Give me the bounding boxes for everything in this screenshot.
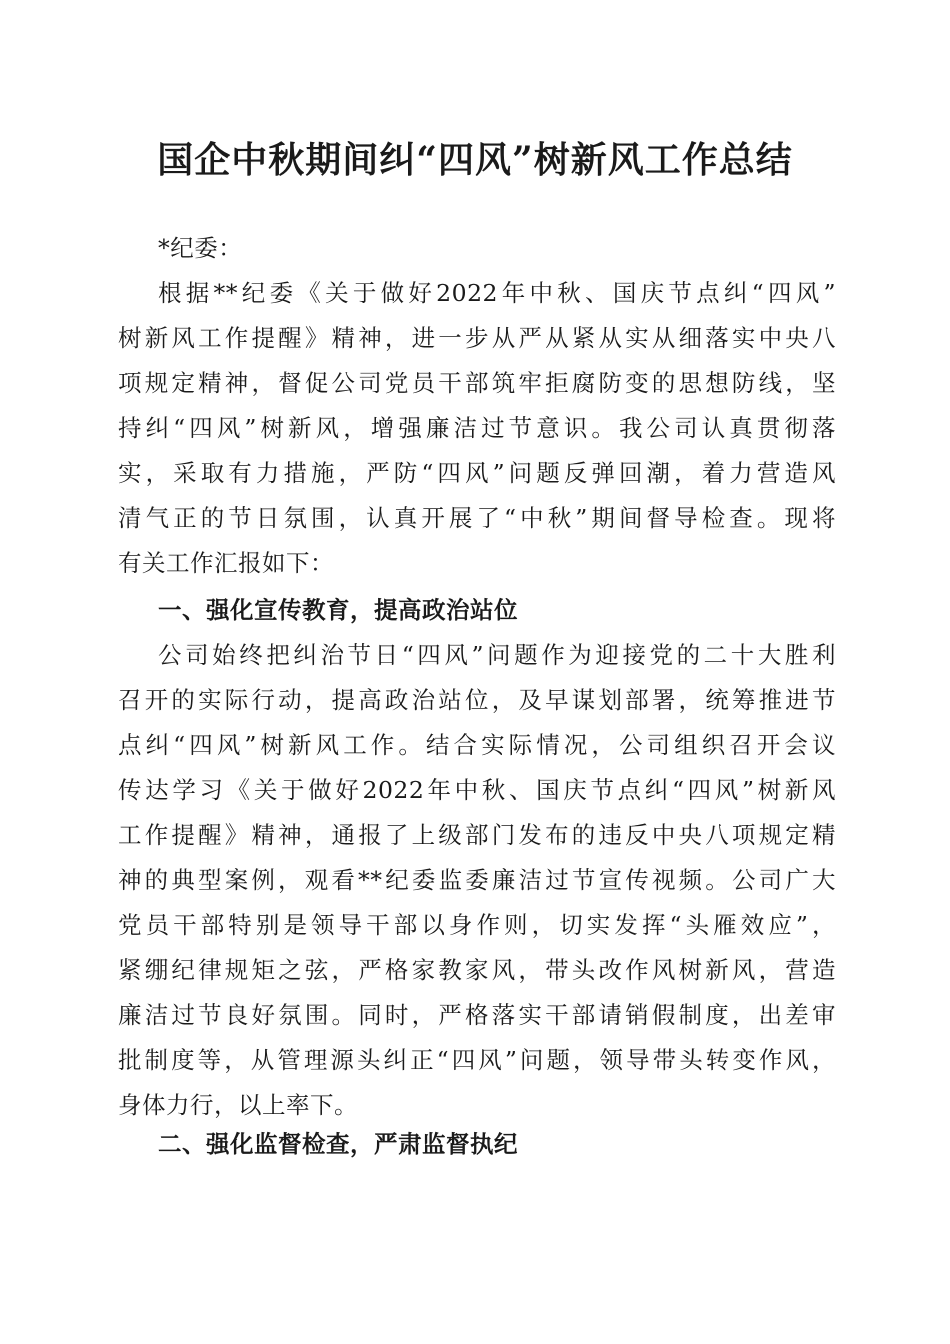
paragraph-line: 召开的实际行动，提高政治站位，及早谋划部署，统筹推进节 [118, 686, 836, 714]
paragraph-line: 身体力行，以上率下。 [118, 1091, 358, 1119]
paragraph-line: 神的典型案例，观看**纪委监委廉洁过节宣传视频。公司广大 [118, 866, 836, 894]
paragraph-line: 传达学习《关于做好2022年中秋、国庆节点纠“四风”树新风 [118, 776, 836, 804]
paragraph-line: 持纠“四风”树新风，增强廉洁过节意识。我公司认真贯彻落 [118, 414, 836, 442]
paragraph-line: 有关工作汇报如下： [118, 549, 334, 577]
paragraph-line: 项规定精神，督促公司党员干部筑牢拒腐防变的思想防线，坚 [118, 369, 836, 397]
section-1-heading: 一、强化宣传教育，提高政治站位 [158, 596, 518, 624]
paragraph-line: 实，采取有力措施，严防“四风”问题反弹回潮，着力营造风 [118, 459, 836, 487]
paragraph-line: 工作提醒》精神，通报了上级部门发布的违反中央八项规定精 [118, 821, 836, 849]
paragraph-line: 公司始终把纠治节日“四风”问题作为迎接党的二十大胜利 [158, 641, 836, 669]
paragraph-line: 点纠“四风”树新风工作。结合实际情况，公司组织召开会议 [118, 731, 836, 759]
paragraph-line: 廉洁过节良好氛围。同时，严格落实干部请销假制度，出差审 [118, 1001, 836, 1029]
paragraph-line: 党员干部特别是领导干部以身作则，切实发挥“头雁效应”， [118, 911, 836, 939]
section-2-heading: 二、强化监督检查，严肃监督执纪 [158, 1130, 518, 1158]
paragraph-line: 树新风工作提醒》精神，进一步从严从紧从实从细落实中央八 [118, 324, 836, 352]
paragraph-line: 清气正的节日氛围，认真开展了“中秋”期间督导检查。现将 [118, 504, 836, 532]
paragraph-line: 紧绷纪律规矩之弦，严格家教家风，带头改作风树新风，营造 [118, 956, 836, 984]
document-title: 国企中秋期间纠“四风”树新风工作总结 [157, 139, 793, 181]
paragraph-line: 根据**纪委《关于做好2022年中秋、国庆节点纠“四风” [158, 279, 836, 307]
salutation: *纪委： [158, 234, 243, 262]
paragraph-line: 批制度等，从管理源头纠正“四风”问题，领导带头转变作风， [118, 1046, 836, 1074]
